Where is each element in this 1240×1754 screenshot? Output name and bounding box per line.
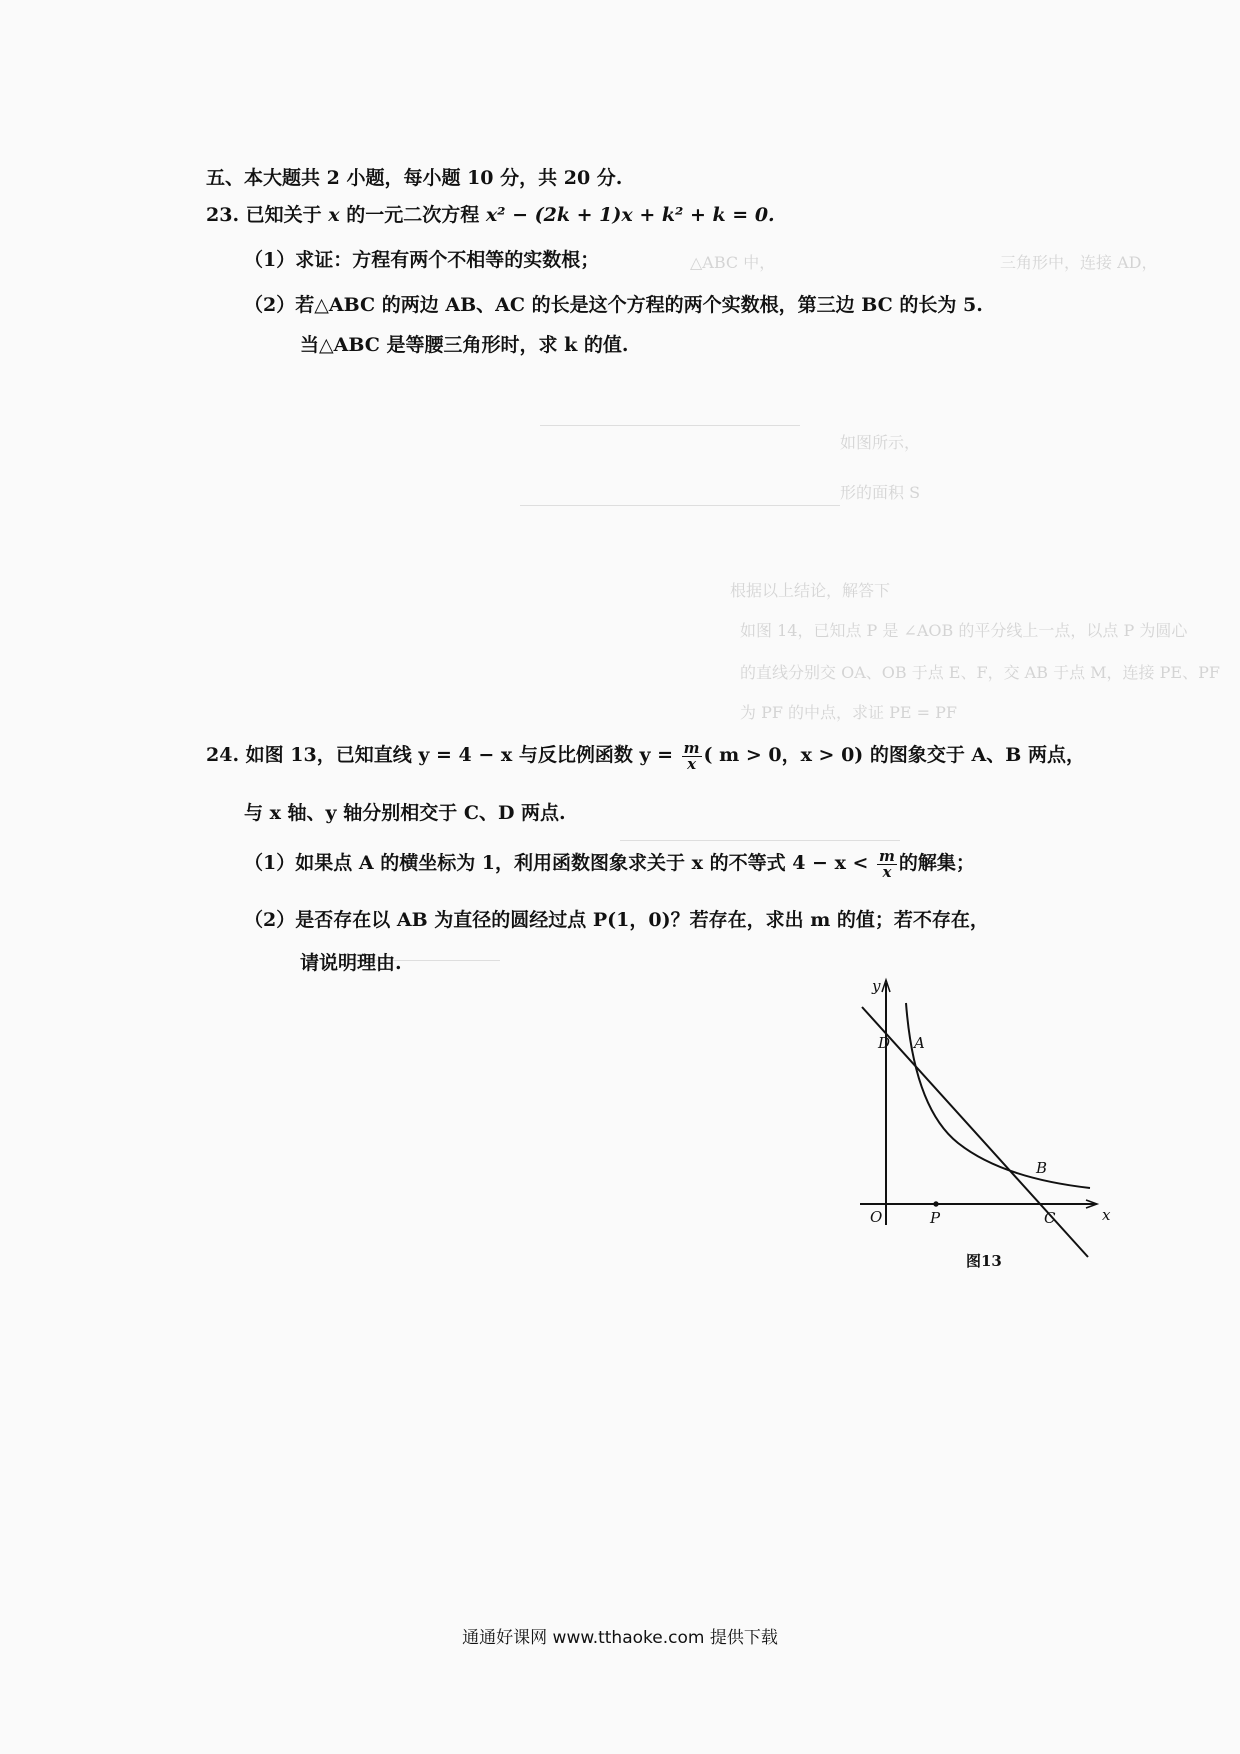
hyperbola-y-equals-m-over-x xyxy=(906,1003,1090,1188)
problem-23-stem-prefix: 23. 已知关于 xyxy=(206,204,329,226)
figure-caption: 图13 xyxy=(966,1252,1002,1270)
problem-24-part-1 xyxy=(244,848,975,880)
problem-24-stem-prefix: 24. 如图 13，已知直线 y = 4 − x 与反比例函数 y = xyxy=(206,744,680,766)
problem-24-part-1-prefix: （1）如果点 A 的横坐标为 1，利用函数图象求关于 x 的不等式 4 − x < xyxy=(244,852,876,874)
label-p: P xyxy=(930,1209,941,1227)
bleed-through-text: 形的面积 S xyxy=(840,483,921,502)
point-p-dot xyxy=(934,1202,938,1206)
label-d: D xyxy=(878,1034,891,1052)
fraction-numerator: m xyxy=(683,738,700,757)
problem-23-stem xyxy=(206,200,775,227)
section-header: 五、本大题共 2 小题，每小题 10 分，共 20 分. xyxy=(206,167,623,189)
figure-13 xyxy=(850,975,1130,1275)
label-b: B xyxy=(1036,1159,1048,1177)
problem-24-stem xyxy=(206,740,1085,772)
bleed-through-text: △ABC 中， xyxy=(690,253,776,272)
label-a: A xyxy=(914,1034,925,1052)
problem-24-part-1-suffix: 的解集； xyxy=(898,852,975,874)
problem-24-stem-suffix: ( m > 0，x > 0) 的图象交于 A、B 两点， xyxy=(703,744,1085,766)
label-y: y xyxy=(872,977,881,995)
problem-23-part-2-line-2: 当△ABC 是等腰三角形时，求 k 的值. xyxy=(300,334,629,356)
problem-23-part-2-line-1: （2）若△ABC 的两边 AB、AC 的长是这个方程的两个实数根，第三边 BC 的长为 5. xyxy=(244,294,983,316)
problem-23-variable: x xyxy=(328,204,340,226)
bleed-through-line xyxy=(520,505,840,506)
bleed-through-line xyxy=(620,840,900,841)
bleed-through-text: 为 PF 的中点，求证 PE = PF xyxy=(740,703,958,722)
label-x: x xyxy=(1102,1206,1111,1224)
problem-23-equation: x² − (2k + 1)x + k² + k = 0. xyxy=(485,204,775,226)
bleed-through-text: 三角形中，连接 AD， xyxy=(1000,253,1158,272)
label-o: O xyxy=(870,1208,883,1226)
bleed-through-text: 根据以上结论，解答下 xyxy=(730,581,891,600)
problem-24-part-2-line-1: （2）是否存在以 AB 为直径的圆经过点 P(1，0)？若存在，求出 m 的值；若不存在， xyxy=(244,909,989,931)
problem-23-part-1: （1）求证：方程有两个不相等的实数根； xyxy=(244,249,600,271)
problem-24-stem-line-2: 与 x 轴、y 轴分别相交于 C、D 两点. xyxy=(244,802,566,824)
bleed-through-text: 如图所示， xyxy=(840,433,921,452)
footer-text: 通通好课网 www.tthaoke.com 提供下载 xyxy=(462,1628,778,1648)
problem-24-part-2-line-2: 请说明理由. xyxy=(300,952,402,974)
fraction-m-over-x xyxy=(682,738,702,773)
label-c: C xyxy=(1044,1209,1056,1227)
problem-23-stem-middle: 的一元二次方程 xyxy=(339,204,486,226)
bleed-through-text: 如图 14，已知点 P 是 ∠AOB 的平分线上一点，以点 P 为圆心 xyxy=(740,621,1188,640)
bleed-through-line xyxy=(540,425,800,426)
fraction-denominator: x xyxy=(687,754,697,773)
fraction-denominator: x xyxy=(882,862,892,881)
fraction-m-over-x xyxy=(877,846,897,881)
fraction-numerator: m xyxy=(879,846,895,865)
bleed-through-text: 的直线分别交 OA、OB 于点 E、F，交 AB 于点 M，连接 PE、PF xyxy=(740,663,1220,682)
